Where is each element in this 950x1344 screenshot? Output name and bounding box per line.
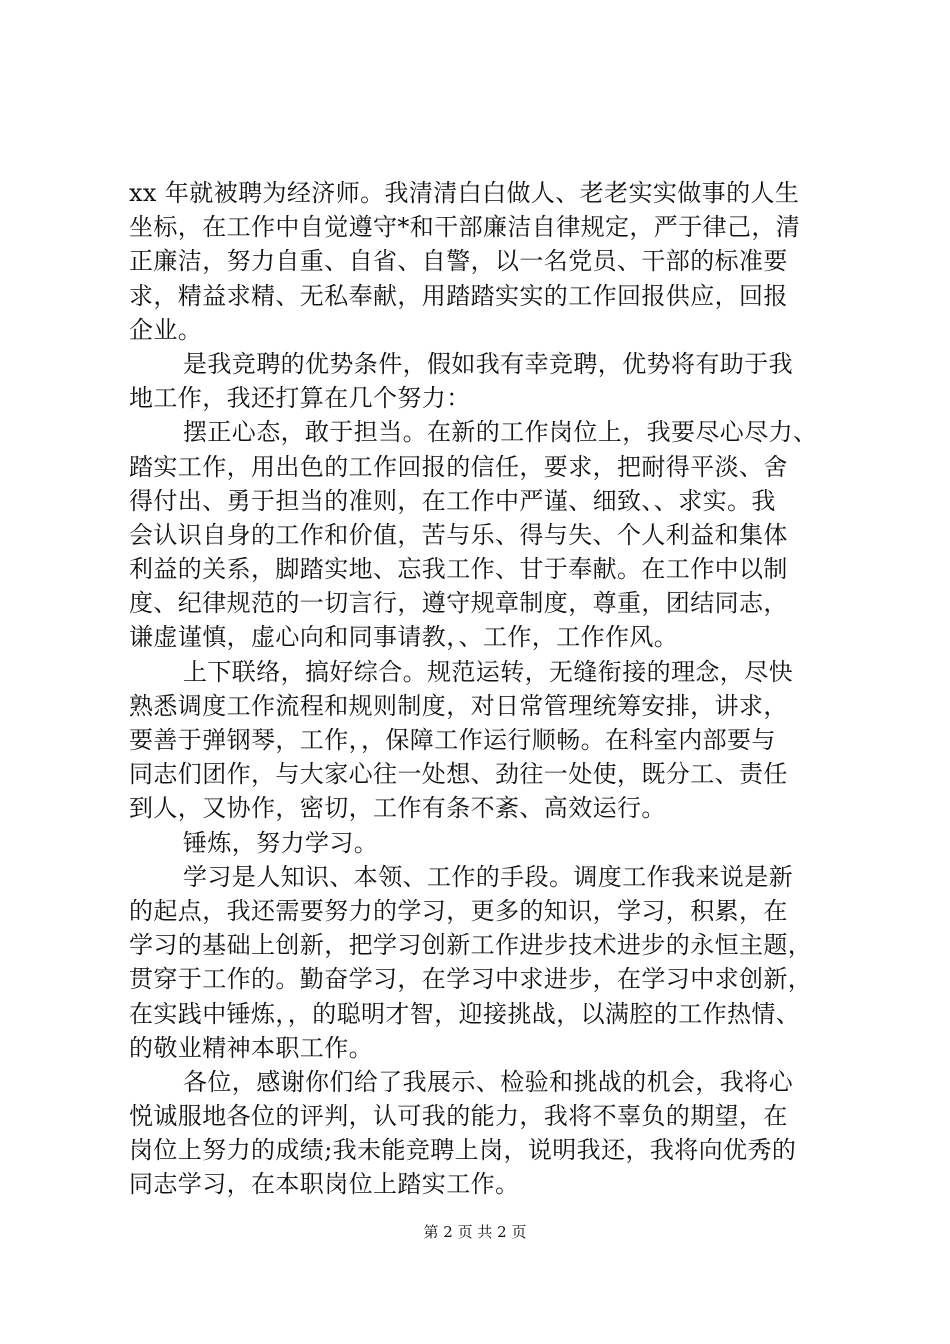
text-line: 学习的基础上创新，把学习创新工作进步技术进步的永恒主题， bbox=[129, 931, 813, 960]
text-line: 得付出、勇于担当的准则，在工作中严谨、细致、、求实。我 bbox=[129, 486, 776, 515]
text-line: 利益的关系，脚踏实地、忘我工作、甘于奉献。在工作中以制 bbox=[129, 555, 788, 584]
text-line: 的敬业精神本职工作。 bbox=[129, 1033, 373, 1062]
text-line: xx 年就被聘为经济师。我清清白白做人、老老实实做事的人生 bbox=[129, 179, 800, 207]
document-body bbox=[129, 176, 834, 1202]
page-footer: 第 2 页 共 2 页 bbox=[423, 1223, 527, 1241]
text-line: 度、纪律规范的一切言行，遵守规章制度，尊重，团结同志， bbox=[129, 589, 788, 618]
text-line: 踏实工作，用出色的工作回报的信任，要求，把耐得平淡、舍 bbox=[129, 452, 788, 481]
text-line: 岗位上努力的成绩;我未能竞聘上岗，说明我还，我将向优秀的 bbox=[129, 1136, 797, 1165]
text-line: 摆正心态，敢于担当。在新的工作岗位上，我要尽心尽力、 bbox=[183, 418, 818, 447]
paragraph bbox=[129, 655, 834, 826]
paragraph bbox=[129, 860, 834, 1065]
text-line: 在实践中锤炼，，的聪明才智，迎接挑战，以满腔的工作热情、 bbox=[129, 999, 801, 1028]
text-line: 同志学习，在本职岗位上踏实工作。 bbox=[129, 1170, 520, 1199]
text-line: 上下联络，搞好综合。规范运转，无缝衔接的理念，尽快 bbox=[183, 657, 793, 686]
paragraph bbox=[129, 347, 834, 415]
text-line: 到人，又协作，密切，工作有条不紊、高效运行。 bbox=[129, 794, 666, 823]
text-line: 要善于弹钢琴，工作，，保障工作运行顺畅。在科室内部要与 bbox=[129, 726, 776, 754]
text-line: 会认识自身的工作和价值，苦与乐、得与失、个人利益和集体 bbox=[129, 520, 788, 549]
text-line: 贯穿于工作的。勤奋学习，在学习中求进步，在学习中求创新， bbox=[129, 965, 813, 994]
text-line: 熟悉调度工作流程和规则制度，对日常管理统筹安排，讲求， bbox=[129, 691, 788, 720]
text-line: 锤炼，努力学习。 bbox=[183, 828, 379, 857]
text-line: 企业。 bbox=[129, 315, 203, 344]
text-line: 学习是人知识、本领、工作的手段。调度工作我来说是新 bbox=[183, 862, 793, 891]
text-line: 谦虚谨慎，虚心向和同事请教，、工作，工作作风。 bbox=[129, 623, 679, 652]
text-line: 悦诚服地各位的评判，认可我的能力，我将不辜负的期望，在 bbox=[129, 1102, 788, 1131]
text-line: 地工作，我还打算在几个努力： bbox=[129, 384, 471, 413]
text-line: 求，精益求精、无私奉献，用踏踏实实的工作回报供应，回报 bbox=[129, 281, 788, 310]
text-line: 正廉洁，努力自重、自省、自警，以一名党员、干部的标准要 bbox=[129, 247, 788, 276]
paragraph bbox=[129, 176, 834, 347]
paragraph bbox=[129, 826, 834, 860]
paragraph bbox=[129, 1065, 834, 1202]
text-line: 坐标，在工作中自觉遵守*和干部廉洁自律规定，严于律己，清 bbox=[129, 213, 801, 242]
text-line: 的起点，我还需要努力的学习，更多的知识，学习，积累，在 bbox=[129, 896, 788, 925]
text-line: 各位，感谢你们给了我展示、检验和挑战的机会，我将心 bbox=[183, 1067, 793, 1096]
text-line: 同志们团作，与大家心往一处想、劲往一处使，既分工、责任 bbox=[129, 760, 788, 789]
paragraph bbox=[129, 415, 834, 654]
text-line: 是我竞聘的优势条件，假如我有幸竞聘，优势将有助于我 bbox=[183, 349, 793, 378]
